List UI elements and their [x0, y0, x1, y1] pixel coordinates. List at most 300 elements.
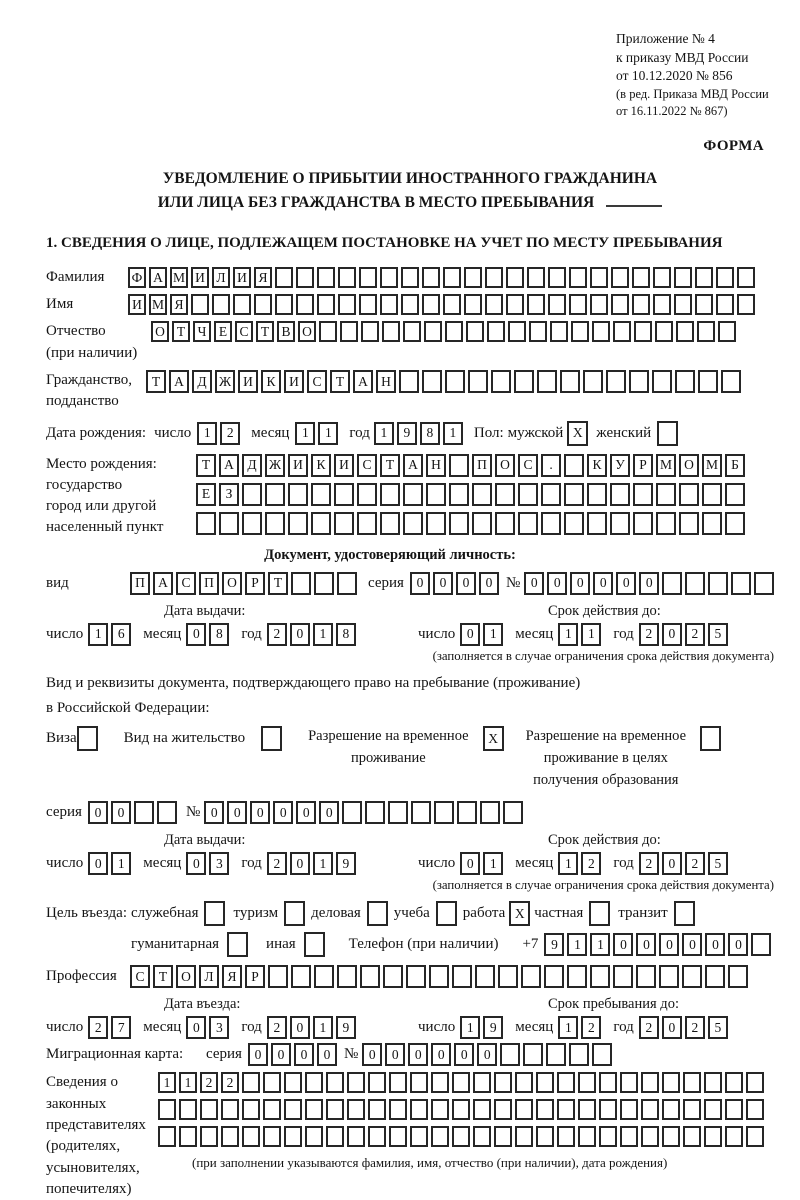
- char-box: [284, 901, 305, 926]
- char-box: [632, 267, 650, 288]
- temp-permit-edu-label: Разрешение на временное проживание в целях получения образования: [525, 728, 687, 788]
- char-box: [464, 294, 482, 315]
- birthplace-label: Место рождения: государство город или другой населенный пункт: [46, 455, 164, 536]
- char-box: 1: [111, 852, 131, 875]
- char-box: [636, 965, 656, 988]
- char-box: Ф: [128, 267, 146, 288]
- char-box: 0: [319, 801, 339, 824]
- char-box: [725, 1126, 743, 1147]
- char-box: 2: [221, 1072, 239, 1093]
- char-box: [431, 1126, 449, 1147]
- char-box: О: [298, 321, 316, 342]
- char-box: [368, 1099, 386, 1120]
- char-box: [473, 1126, 491, 1147]
- doc-type-label: вид: [46, 574, 69, 591]
- phone-prefix: +7: [522, 936, 539, 953]
- patronymic-input[interactable]: [151, 321, 739, 342]
- permit-valid-day-input[interactable]: [460, 852, 506, 875]
- char-box: [682, 965, 702, 988]
- char-box: К: [587, 454, 607, 477]
- char-box: 1: [313, 1016, 333, 1039]
- char-box: [675, 370, 695, 393]
- char-box: [263, 1099, 281, 1120]
- char-box: 3: [209, 852, 229, 875]
- char-box: 1: [558, 623, 578, 646]
- char-box: [200, 1126, 218, 1147]
- visa-label: Виза: [46, 730, 77, 747]
- birth-day-input[interactable]: [197, 422, 243, 445]
- char-box: [506, 294, 524, 315]
- char-box: [737, 267, 755, 288]
- char-box: [653, 267, 671, 288]
- year-label: год: [241, 1019, 262, 1036]
- issue-date-label: Дата выдачи:: [164, 832, 246, 849]
- char-box: [569, 294, 587, 315]
- validity-note: (заполняется в случае ограничения срока действия документа): [432, 878, 774, 893]
- char-box: [589, 901, 610, 926]
- char-box: [544, 965, 564, 988]
- year-label: год: [349, 424, 370, 441]
- char-box: [657, 421, 678, 446]
- char-box: [305, 1126, 323, 1147]
- permit-series-input[interactable]: [88, 801, 180, 824]
- char-box: 0: [570, 572, 590, 595]
- char-box: [518, 512, 538, 535]
- char-box: 1: [374, 422, 394, 445]
- char-box: [613, 321, 631, 342]
- entry-year-input[interactable]: [267, 1016, 359, 1039]
- char-box: [587, 483, 607, 506]
- representatives-row: [46, 1072, 774, 1200]
- doc-number-input[interactable]: [524, 572, 777, 595]
- char-box: Я: [170, 294, 188, 315]
- char-box: А: [353, 370, 373, 393]
- char-box: [443, 294, 461, 315]
- purpose-work-checkbox[interactable]: [509, 901, 530, 926]
- purpose-study-checkbox[interactable]: [436, 901, 457, 926]
- char-box: И: [128, 294, 146, 315]
- identity-doc-heading: Документ, удостоверяющий личность:: [264, 546, 516, 563]
- char-box: [662, 572, 682, 595]
- permit-issue-month-input[interactable]: [186, 852, 232, 875]
- char-box: 1: [179, 1072, 197, 1093]
- char-box: 8: [209, 623, 229, 646]
- char-box: [317, 267, 335, 288]
- char-box: [506, 267, 524, 288]
- birth-year-input[interactable]: [374, 422, 466, 445]
- representatives-line1-input[interactable]: [158, 1072, 767, 1093]
- residence-doc-options: [46, 726, 774, 791]
- char-box: [494, 1072, 512, 1093]
- char-box: [314, 572, 334, 595]
- id-issue-day-input[interactable]: [88, 623, 134, 646]
- char-box: 0: [662, 1016, 682, 1039]
- profession-row: [46, 965, 774, 988]
- char-box: А: [153, 572, 173, 595]
- representatives-line2-input[interactable]: [158, 1099, 767, 1120]
- char-box: [452, 1099, 470, 1120]
- char-box: [466, 321, 484, 342]
- char-box: [389, 1126, 407, 1147]
- char-box: [227, 932, 248, 957]
- representatives-inputs: [158, 1072, 767, 1171]
- purpose-tourism-checkbox[interactable]: [284, 901, 305, 926]
- char-box: [368, 1072, 386, 1093]
- char-box: [196, 512, 216, 535]
- char-box: [383, 965, 403, 988]
- day-label: число: [418, 855, 456, 872]
- permit-dates: [46, 830, 774, 897]
- char-box: [731, 572, 751, 595]
- char-box: И: [334, 454, 354, 477]
- month-label: месяц: [143, 625, 182, 642]
- birthplace-line3-input[interactable]: [196, 512, 748, 535]
- char-box: [326, 1126, 344, 1147]
- char-box: [634, 321, 652, 342]
- char-box: 1: [295, 422, 315, 445]
- char-box: [536, 1126, 554, 1147]
- birthplace-line2-input[interactable]: [196, 483, 748, 506]
- char-box: 0: [460, 623, 480, 646]
- char-box: [77, 726, 98, 751]
- char-box: [515, 1126, 533, 1147]
- char-box: [494, 1099, 512, 1120]
- char-box: Л: [199, 965, 219, 988]
- char-box: [541, 483, 561, 506]
- char-box: 0: [186, 1016, 206, 1039]
- char-box: 0: [296, 801, 316, 824]
- form-label: ФОРМА: [703, 138, 764, 155]
- surname-row: [46, 267, 774, 288]
- permit-valid-month-input[interactable]: [558, 852, 604, 875]
- char-box: [134, 801, 154, 824]
- stay-month-input[interactable]: [558, 1016, 604, 1039]
- char-box: [611, 267, 629, 288]
- male-label: мужской: [507, 424, 564, 441]
- char-box: 6: [111, 623, 131, 646]
- char-box: 0: [290, 852, 310, 875]
- char-box: [410, 1072, 428, 1093]
- char-box: 2: [685, 623, 705, 646]
- identity-doc-dates: [46, 601, 774, 668]
- char-box: [449, 454, 469, 477]
- char-box: [424, 321, 442, 342]
- char-box: [204, 901, 225, 926]
- birth-month-input[interactable]: [295, 422, 341, 445]
- char-box: [452, 1126, 470, 1147]
- stay-year-input[interactable]: [639, 1016, 731, 1039]
- char-box: [426, 512, 446, 535]
- char-box: А: [219, 454, 239, 477]
- char-box: [662, 1126, 680, 1147]
- id-issue-year-input[interactable]: [267, 623, 359, 646]
- char-box: 3: [209, 1016, 229, 1039]
- char-box: 2: [267, 623, 287, 646]
- purpose-humanitarian-checkbox[interactable]: [227, 932, 248, 957]
- char-box: [314, 965, 334, 988]
- residence-permit-checkbox[interactable]: [261, 726, 282, 751]
- char-box: [536, 1099, 554, 1120]
- char-box: С: [518, 454, 538, 477]
- temp-permit-edu-checkbox[interactable]: [700, 726, 721, 751]
- issue-date-label: Дата выдачи:: [164, 602, 246, 619]
- female-checkbox[interactable]: [657, 421, 678, 446]
- char-box: [401, 267, 419, 288]
- doc-type-input[interactable]: [130, 572, 360, 595]
- char-box: 0: [662, 852, 682, 875]
- char-box: [158, 1099, 176, 1120]
- char-box: 0: [408, 1043, 428, 1066]
- char-box: 1: [558, 852, 578, 875]
- char-box: 0: [250, 801, 270, 824]
- char-box: [557, 1099, 575, 1120]
- char-box: Я: [222, 965, 242, 988]
- char-box: [527, 294, 545, 315]
- patronymic-row: [46, 321, 774, 364]
- id-valid-year-input[interactable]: [639, 623, 731, 646]
- char-box: [700, 726, 721, 751]
- purpose-work-label: работа: [462, 905, 506, 922]
- char-box: [179, 1099, 197, 1120]
- char-box: [311, 512, 331, 535]
- given-name-label: Имя: [46, 296, 74, 313]
- char-box: 9: [397, 422, 417, 445]
- given-name-input[interactable]: [128, 294, 758, 315]
- char-box: 2: [267, 1016, 287, 1039]
- female-label: женский: [596, 424, 652, 441]
- char-box: [557, 1126, 575, 1147]
- char-box: [449, 512, 469, 535]
- char-box: [452, 965, 472, 988]
- char-box: С: [235, 321, 253, 342]
- char-box: 0: [662, 623, 682, 646]
- char-box: [319, 321, 337, 342]
- char-box: [716, 294, 734, 315]
- char-box: Ч: [193, 321, 211, 342]
- profession-label: Профессия: [46, 968, 117, 985]
- id-valid-month-input[interactable]: [558, 623, 604, 646]
- char-box: 0: [88, 852, 108, 875]
- permit-valid-year-input[interactable]: [639, 852, 731, 875]
- entry-dates: [46, 994, 774, 1039]
- char-box: 0: [454, 1043, 474, 1066]
- char-box: [367, 901, 388, 926]
- char-box: [380, 483, 400, 506]
- char-box: [401, 294, 419, 315]
- char-box: [254, 294, 272, 315]
- char-box: [583, 370, 603, 393]
- char-box: [725, 483, 745, 506]
- char-box: Д: [192, 370, 212, 393]
- char-box: [567, 965, 587, 988]
- char-box: Н: [376, 370, 396, 393]
- year-label: год: [613, 855, 634, 872]
- char-box: [550, 321, 568, 342]
- phone-input[interactable]: [544, 933, 774, 956]
- entry-month-input[interactable]: [186, 1016, 232, 1039]
- char-box: [359, 294, 377, 315]
- number-label: №: [185, 804, 201, 821]
- series-label: серия: [206, 1046, 242, 1063]
- char-box: [263, 1126, 281, 1147]
- month-label: месяц: [515, 855, 554, 872]
- char-box: [380, 294, 398, 315]
- char-box: [515, 1072, 533, 1093]
- purpose-row: [46, 901, 774, 926]
- char-box: [265, 483, 285, 506]
- permit-issue-year-input[interactable]: [267, 852, 359, 875]
- residence-doc-text-2: в Российской Федерации:: [46, 699, 210, 716]
- month-label: месяц: [515, 1019, 554, 1036]
- char-box: [629, 370, 649, 393]
- char-box: 0: [385, 1043, 405, 1066]
- profession-input[interactable]: [130, 965, 751, 988]
- char-box: 0: [227, 801, 247, 824]
- surname-label: Фамилия: [46, 269, 105, 286]
- annex-reference: [616, 30, 774, 120]
- visa-checkbox[interactable]: [77, 726, 98, 751]
- entry-day-input[interactable]: [88, 1016, 134, 1039]
- char-box: [564, 512, 584, 535]
- char-box: [179, 1126, 197, 1147]
- char-box: [676, 321, 694, 342]
- identity-doc-row: [46, 572, 774, 595]
- char-box: [652, 370, 672, 393]
- char-box: [429, 965, 449, 988]
- char-box: [219, 512, 239, 535]
- char-box: [523, 1043, 543, 1066]
- char-box: [334, 483, 354, 506]
- char-box: 2: [220, 422, 240, 445]
- char-box: 0: [88, 801, 108, 824]
- id-valid-day-input[interactable]: [460, 623, 506, 646]
- doc-series-input[interactable]: [410, 572, 502, 595]
- char-box: [242, 1126, 260, 1147]
- char-box: Я: [254, 267, 272, 288]
- char-box: [606, 370, 626, 393]
- valid-until-label: Срок действия до:: [548, 602, 661, 619]
- char-box: [403, 512, 423, 535]
- char-box: [410, 1126, 428, 1147]
- char-box: [564, 483, 584, 506]
- char-box: Т: [256, 321, 274, 342]
- char-box: 8: [420, 422, 440, 445]
- char-box: [472, 512, 492, 535]
- char-box: [674, 267, 692, 288]
- day-label: число: [418, 625, 456, 642]
- char-box: Т: [380, 454, 400, 477]
- title-line-1: УВЕДОМЛЕНИЕ О ПРИБЫТИИ ИНОСТРАННОГО ГРАЖДАНИНА: [162, 170, 658, 188]
- purpose-tourism-label: туризм: [233, 905, 279, 922]
- stay-day-input[interactable]: [460, 1016, 506, 1039]
- purpose-private-checkbox[interactable]: [589, 901, 610, 926]
- purpose-transit-checkbox[interactable]: [674, 901, 695, 926]
- char-box: [389, 1099, 407, 1120]
- stay-until-label: Срок пребывания до:: [548, 996, 679, 1013]
- char-box: М: [149, 294, 167, 315]
- number-label: №: [343, 1046, 359, 1063]
- char-box: [503, 801, 523, 824]
- representatives-line3-input[interactable]: [158, 1126, 767, 1147]
- char-box: М: [702, 454, 722, 477]
- char-box: П: [130, 572, 150, 595]
- char-box: [704, 1072, 722, 1093]
- char-box: [296, 294, 314, 315]
- char-box: 2: [200, 1072, 218, 1093]
- char-box: [578, 1072, 596, 1093]
- char-box: 1: [318, 422, 338, 445]
- char-box: П: [199, 572, 219, 595]
- char-box: 0: [639, 572, 659, 595]
- annex-line: от 10.12.2020 № 856: [616, 68, 733, 84]
- char-box: 0: [431, 1043, 451, 1066]
- char-box: [388, 801, 408, 824]
- migration-card-label: Миграционная карта:: [46, 1046, 184, 1063]
- char-box: [548, 294, 566, 315]
- phone-label: Телефон (при наличии): [348, 936, 499, 953]
- permit-issue-day-input[interactable]: [88, 852, 134, 875]
- char-box: [494, 1126, 512, 1147]
- char-box: [284, 1099, 302, 1120]
- char-box: [746, 1126, 764, 1147]
- char-box: [365, 801, 385, 824]
- char-box: 1: [313, 852, 333, 875]
- char-box: [518, 483, 538, 506]
- char-box: [697, 321, 715, 342]
- migration-number-input[interactable]: [362, 1043, 615, 1066]
- citizenship-input[interactable]: [146, 370, 744, 393]
- char-box: [311, 483, 331, 506]
- char-box: 9: [483, 1016, 503, 1039]
- char-box: И: [288, 454, 308, 477]
- purpose-other-checkbox[interactable]: [304, 932, 325, 957]
- surname-input[interactable]: [128, 267, 758, 288]
- purpose-official-checkbox[interactable]: [204, 901, 225, 926]
- char-box: [340, 321, 358, 342]
- char-box: [357, 512, 377, 535]
- birthplace-line1-input[interactable]: [196, 454, 748, 477]
- representatives-note: (при заполнении указываются фамилия, имя, отчество (при наличии), дата рождения): [192, 1155, 668, 1171]
- id-issue-month-input[interactable]: [186, 623, 232, 646]
- migration-series-input[interactable]: [248, 1043, 340, 1066]
- purpose-business-checkbox[interactable]: [367, 901, 388, 926]
- char-box: [338, 267, 356, 288]
- char-box: [590, 294, 608, 315]
- char-box: [695, 267, 713, 288]
- permit-number-input[interactable]: [204, 801, 526, 824]
- purpose-other-label: иная: [266, 936, 296, 953]
- char-box: К: [311, 454, 331, 477]
- temp-permit-checkbox[interactable]: [483, 726, 504, 751]
- permit-series-row: [46, 801, 774, 824]
- male-checkbox[interactable]: [567, 421, 588, 446]
- char-box: Ж: [215, 370, 235, 393]
- char-box: [546, 1043, 566, 1066]
- day-label: число: [46, 625, 84, 642]
- char-box: 2: [581, 1016, 601, 1039]
- day-label: число: [46, 1019, 84, 1036]
- char-box: [337, 572, 357, 595]
- char-box: А: [149, 267, 167, 288]
- purpose-official-label: служебная: [130, 905, 199, 922]
- char-box: [359, 267, 377, 288]
- char-box: [590, 267, 608, 288]
- month-label: месяц: [143, 1019, 182, 1036]
- char-box: [754, 572, 774, 595]
- purpose-label: Цель въезда:: [46, 905, 127, 922]
- migration-card-row: [46, 1043, 774, 1066]
- patronymic-label: Отчество (при наличии): [46, 323, 138, 361]
